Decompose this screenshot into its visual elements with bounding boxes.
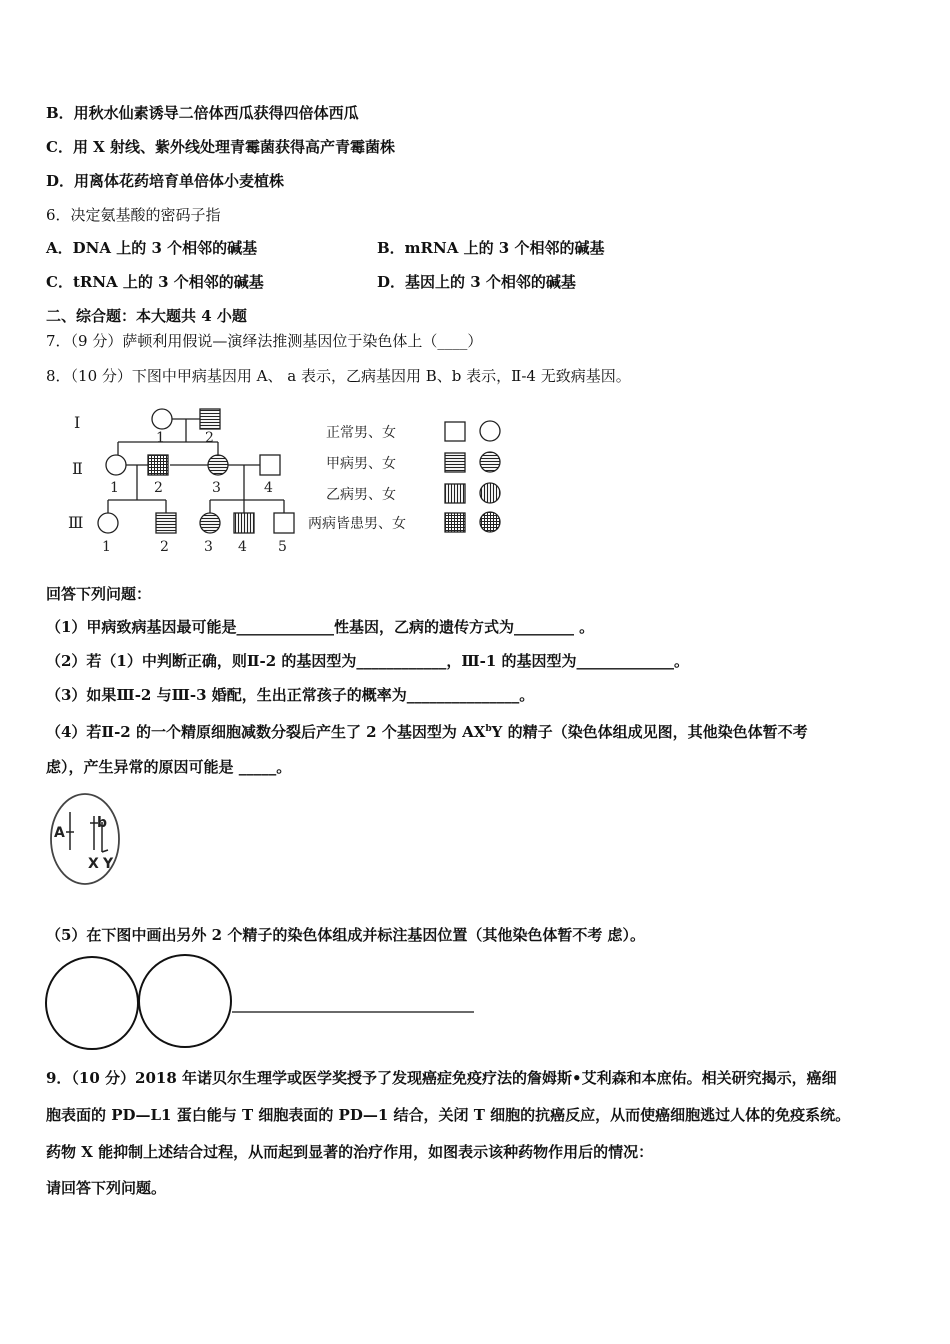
q8-sub4-text-b: Y 的精子（染色体组成见图，其他染色体暂不考 <box>491 723 808 741</box>
label-II-3: 3 <box>212 480 221 496</box>
legend-b-female <box>480 483 500 503</box>
q6-option-a: A．DNA 上的 3 个相邻的碱基 <box>46 239 258 257</box>
q6-option-d: D．基因上的 3 个相邻的碱基 <box>377 273 576 291</box>
q8-sub1: （1）甲病致病基因最可能是_____________性基因，乙病的遗传方式为________ 。 <box>46 618 595 636</box>
empty-sperm-circle-1 <box>46 957 138 1049</box>
label-III-1: 1 <box>102 539 111 555</box>
pedigree-III-4 <box>234 513 254 533</box>
q8-sub3: （3）如果Ⅲ-2 与Ⅲ-3 婚配，生出正常孩子的概率为_______________。 <box>46 686 535 704</box>
q8-sub4-sup: b <box>485 724 492 734</box>
q5-option-d: D．用离体花药培育单倍体小麦植株 <box>46 172 285 190</box>
pedigree-III-2 <box>156 513 176 533</box>
cell-chrom-X: X <box>88 856 99 872</box>
legend-disease-a-label: 甲病男、女 <box>326 456 396 472</box>
legend-normal-label: 正常男、女 <box>326 425 396 441</box>
pedigree-I-2 <box>200 409 220 429</box>
q9-line4: 请回答下列问题。 <box>46 1179 167 1197</box>
pedigree-III-3 <box>200 513 220 533</box>
gen-label-III: Ⅲ <box>68 513 84 532</box>
pedigree-II-2 <box>148 455 168 475</box>
pedigree-III-1 <box>98 513 118 533</box>
q8-sub4-line2: 虑），产生异常的原因可能是 _____。 <box>46 758 292 776</box>
q9-line1: 9．（10 分）2018 年诺贝尔生理学或医学奖授予了发现癌症免疫疗法的詹姆斯•艾利森和本庶佑。相关研究揭示，癌细 <box>46 1069 837 1087</box>
pedigree-III-5 <box>274 513 294 533</box>
q8-sub4-text-a: （4）若Ⅱ-2 的一个精原细胞减数分裂后产生了 2 个基因型为 AX <box>46 723 486 741</box>
q8-sub2: （2）若（1）中判断正确，则Ⅱ-2 的基因型为____________，Ⅲ-1 的基因型为_____________。 <box>46 652 690 670</box>
gen-label-I: Ⅰ <box>74 413 81 432</box>
legend-both-female <box>480 512 500 532</box>
pedigree-chart <box>60 400 510 560</box>
legend-normal-male <box>445 422 465 441</box>
label-III-4: 4 <box>238 539 247 555</box>
label-II-1: 1 <box>110 480 119 496</box>
q6-stem: 6．决定氨基酸的密码子指 <box>46 206 221 224</box>
q9-line2: 胞表面的 PD—L1 蛋白能与 T 细胞表面的 PD—1 结合，关闭 T 细胞的抗癌反应，从而使癌细胞逃过人体的免疫系统。 <box>46 1106 851 1124</box>
pedigree-I-1 <box>152 409 172 429</box>
section-heading: 二、综合题：本大题共 4 小题 <box>46 307 247 325</box>
legend-normal-female <box>480 421 500 441</box>
pedigree-II-1 <box>106 455 126 475</box>
q8-sub5: （5）在下图中画出另外 2 个精子的染色体组成并标注基因位置（其他染色体暂不考 虑）。 <box>46 926 646 944</box>
legend-a-female <box>480 452 500 472</box>
gen-label-II: Ⅱ <box>72 459 83 478</box>
q7-text: 7．（9 分）萨顿利用假说—演绎法推测基因位于染色体上（____） <box>46 332 483 350</box>
cell-gene-b: b <box>97 815 108 831</box>
pedigree-II-4 <box>260 455 280 475</box>
q8-sub4 <box>46 719 808 742</box>
q5-option-c: C．用 X 射线、紫外线处理青霉菌获得高产青霉菌株 <box>46 138 396 156</box>
label-III-3: 3 <box>204 539 213 555</box>
legend-b-male <box>445 484 465 503</box>
label-II-2: 2 <box>154 480 163 496</box>
label-III-2: 2 <box>160 539 169 555</box>
cell-chrom-Y: Y <box>103 856 114 872</box>
empty-sperm-circle-2 <box>139 955 231 1047</box>
legend-both-male <box>445 513 465 532</box>
legend-both-label: 两病皆患男、女 <box>308 516 406 532</box>
pedigree-II-3 <box>208 455 228 475</box>
label-I-2: 2 <box>205 430 214 446</box>
q9-line3: 药物 X 能抑制上述结合过程，从而起到显著的治疗作用，如图表示该种药物作用后的情况： <box>46 1143 654 1161</box>
label-I-1: 1 <box>156 430 165 446</box>
legend-a-male <box>445 453 465 472</box>
label-II-4: 4 <box>264 480 273 496</box>
q6-option-c: C．tRNA 上的 3 个相邻的碱基 <box>46 273 264 291</box>
q8-answer-prompt: 回答下列问题： <box>46 585 152 603</box>
legend-disease-b-label: 乙病男、女 <box>326 487 396 503</box>
drawing-area <box>40 950 480 1050</box>
sperm-cell-diagram <box>48 792 122 888</box>
cell-gene-A: A <box>54 825 65 841</box>
q5-option-b: B．用秋水仙素诱导二倍体西瓜获得四倍体西瓜 <box>46 104 359 122</box>
q6-option-b: B．mRNA 上的 3 个相邻的碱基 <box>377 239 605 257</box>
q8-stem: 8．（10 分）下图中甲病基因用 A、 a 表示，乙病基因用 B、b 表示，Ⅱ-4 无致病基因。 <box>46 367 631 385</box>
label-III-5: 5 <box>278 539 287 555</box>
